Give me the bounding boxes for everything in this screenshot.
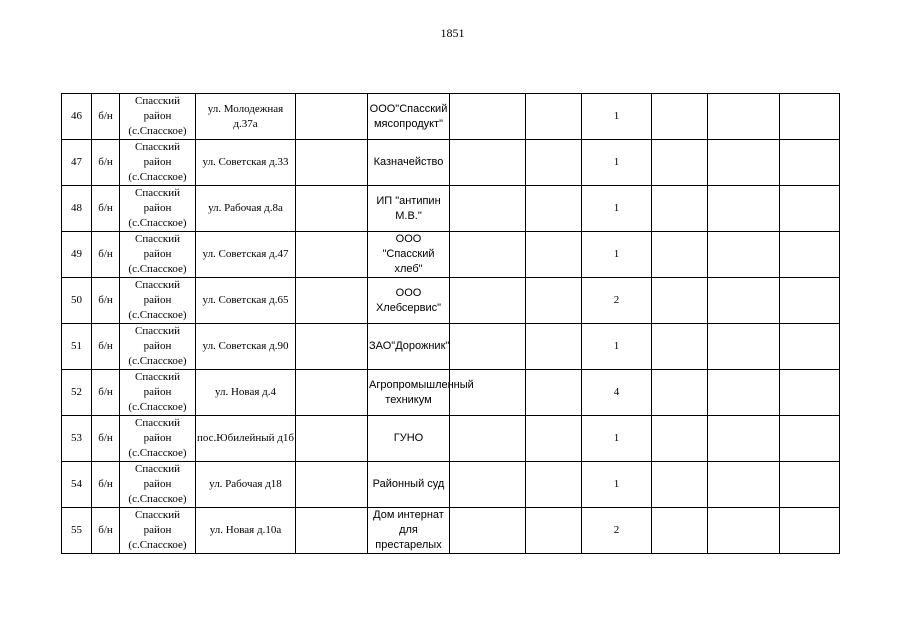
organization-cell: Агропромышленный техникум	[368, 370, 450, 416]
address-cell: ул. Советская д.33	[196, 140, 296, 186]
organization-cell: Казначейство	[368, 140, 450, 186]
row-number-cell: 55	[62, 508, 92, 554]
empty-cell	[526, 462, 582, 508]
empty-cell	[450, 232, 526, 278]
row-number-cell: 50	[62, 278, 92, 324]
empty-cell	[708, 416, 780, 462]
bn-cell: б/н	[92, 278, 120, 324]
empty-cell	[652, 278, 708, 324]
address-cell: ул. Рабочая д.8а	[196, 186, 296, 232]
empty-cell	[526, 140, 582, 186]
district-cell: Спасский район (с.Спасское)	[120, 186, 196, 232]
row-number-cell: 54	[62, 462, 92, 508]
empty-cell	[780, 232, 840, 278]
bn-cell: б/н	[92, 186, 120, 232]
table-row	[62, 186, 840, 232]
quantity-cell: 1	[582, 94, 652, 140]
empty-cell	[708, 370, 780, 416]
address-cell: ул. Молодежная д.37а	[196, 94, 296, 140]
quantity-cell: 2	[582, 508, 652, 554]
empty-cell	[296, 462, 368, 508]
empty-cell	[526, 186, 582, 232]
empty-cell	[296, 140, 368, 186]
empty-cell	[450, 324, 526, 370]
address-cell: ул. Советская д.90	[196, 324, 296, 370]
empty-cell	[652, 186, 708, 232]
district-cell: Спасский район (с.Спасское)	[120, 140, 196, 186]
empty-cell	[450, 370, 526, 416]
bn-cell: б/н	[92, 94, 120, 140]
address-cell: ул. Новая д.4	[196, 370, 296, 416]
organization-cell: Районный суд	[368, 462, 450, 508]
organization-cell: ООО "Спасский хлеб"	[368, 232, 450, 278]
empty-cell	[526, 94, 582, 140]
bn-cell: б/н	[92, 324, 120, 370]
empty-cell	[708, 278, 780, 324]
empty-cell	[296, 94, 368, 140]
quantity-cell: 1	[582, 462, 652, 508]
empty-cell	[708, 324, 780, 370]
address-cell: ул. Советская д.65	[196, 278, 296, 324]
empty-cell	[652, 370, 708, 416]
empty-cell	[450, 416, 526, 462]
empty-cell	[708, 232, 780, 278]
row-number-cell: 52	[62, 370, 92, 416]
address-cell: ул. Новая д.10а	[196, 508, 296, 554]
empty-cell	[296, 416, 368, 462]
table-row	[62, 232, 840, 278]
row-number-cell: 48	[62, 186, 92, 232]
table-row	[62, 416, 840, 462]
organization-cell: ООО"Спасский мясопродукт"	[368, 94, 450, 140]
organization-cell: ИП "антипин М.В."	[368, 186, 450, 232]
quantity-cell: 4	[582, 370, 652, 416]
empty-cell	[450, 94, 526, 140]
empty-cell	[526, 278, 582, 324]
empty-cell	[708, 462, 780, 508]
row-number-cell: 49	[62, 232, 92, 278]
district-cell: Спасский район (с.Спасское)	[120, 278, 196, 324]
district-cell: Спасский район (с.Спасское)	[120, 462, 196, 508]
page-number: 1851	[440, 26, 465, 40]
empty-cell	[780, 94, 840, 140]
empty-cell	[450, 140, 526, 186]
empty-cell	[780, 462, 840, 508]
organization-cell: Дом интернат для престарелых	[368, 508, 450, 554]
row-number-cell: 47	[62, 140, 92, 186]
table-row	[62, 278, 840, 324]
district-cell: Спасский район (с.Спасское)	[120, 416, 196, 462]
address-cell: ул. Советская д.47	[196, 232, 296, 278]
quantity-cell: 1	[582, 324, 652, 370]
empty-cell	[296, 186, 368, 232]
organization-cell: ГУНО	[368, 416, 450, 462]
bn-cell: б/н	[92, 140, 120, 186]
quantity-cell: 1	[582, 186, 652, 232]
empty-cell	[450, 508, 526, 554]
bn-cell: б/н	[92, 416, 120, 462]
bn-cell: б/н	[92, 232, 120, 278]
empty-cell	[526, 416, 582, 462]
empty-cell	[652, 416, 708, 462]
empty-cell	[708, 186, 780, 232]
empty-cell	[296, 324, 368, 370]
empty-cell	[652, 508, 708, 554]
empty-cell	[296, 370, 368, 416]
empty-cell	[526, 370, 582, 416]
empty-cell	[450, 462, 526, 508]
registry-table	[61, 93, 840, 554]
empty-cell	[780, 278, 840, 324]
empty-cell	[652, 94, 708, 140]
row-number-cell: 53	[62, 416, 92, 462]
table-row	[62, 324, 840, 370]
district-cell: Спасский район (с.Спасское)	[120, 370, 196, 416]
empty-cell	[526, 324, 582, 370]
bn-cell: б/н	[92, 462, 120, 508]
empty-cell	[780, 370, 840, 416]
empty-cell	[296, 278, 368, 324]
quantity-cell: 1	[582, 140, 652, 186]
address-cell: ул. Рабочая д18	[196, 462, 296, 508]
district-cell: Спасский район (с.Спасское)	[120, 94, 196, 140]
empty-cell	[780, 508, 840, 554]
district-cell: Спасский район (с.Спасское)	[120, 232, 196, 278]
empty-cell	[780, 186, 840, 232]
district-cell: Спасский район (с.Спасское)	[120, 508, 196, 554]
table-row	[62, 140, 840, 186]
empty-cell	[708, 140, 780, 186]
organization-cell: ЗАО"Дорожник"	[368, 324, 450, 370]
row-number-cell: 46	[62, 94, 92, 140]
empty-cell	[450, 186, 526, 232]
table-row	[62, 94, 840, 140]
empty-cell	[526, 232, 582, 278]
bn-cell: б/н	[92, 508, 120, 554]
table-row	[62, 462, 840, 508]
quantity-cell: 1	[582, 416, 652, 462]
empty-cell	[780, 324, 840, 370]
quantity-cell: 1	[582, 232, 652, 278]
empty-cell	[780, 416, 840, 462]
district-cell: Спасский район (с.Спасское)	[120, 324, 196, 370]
empty-cell	[526, 508, 582, 554]
bn-cell: б/н	[92, 370, 120, 416]
quantity-cell: 2	[582, 278, 652, 324]
empty-cell	[296, 232, 368, 278]
empty-cell	[708, 94, 780, 140]
empty-cell	[708, 508, 780, 554]
empty-cell	[652, 462, 708, 508]
empty-cell	[780, 140, 840, 186]
table-row	[62, 370, 840, 416]
row-number-cell: 51	[62, 324, 92, 370]
empty-cell	[652, 140, 708, 186]
empty-cell	[652, 232, 708, 278]
organization-cell: ООО Хлебсервис"	[368, 278, 450, 324]
empty-cell	[652, 324, 708, 370]
empty-cell	[450, 278, 526, 324]
table-row	[62, 508, 840, 554]
empty-cell	[296, 508, 368, 554]
address-cell: пос.Юбилейный д1б	[196, 416, 296, 462]
